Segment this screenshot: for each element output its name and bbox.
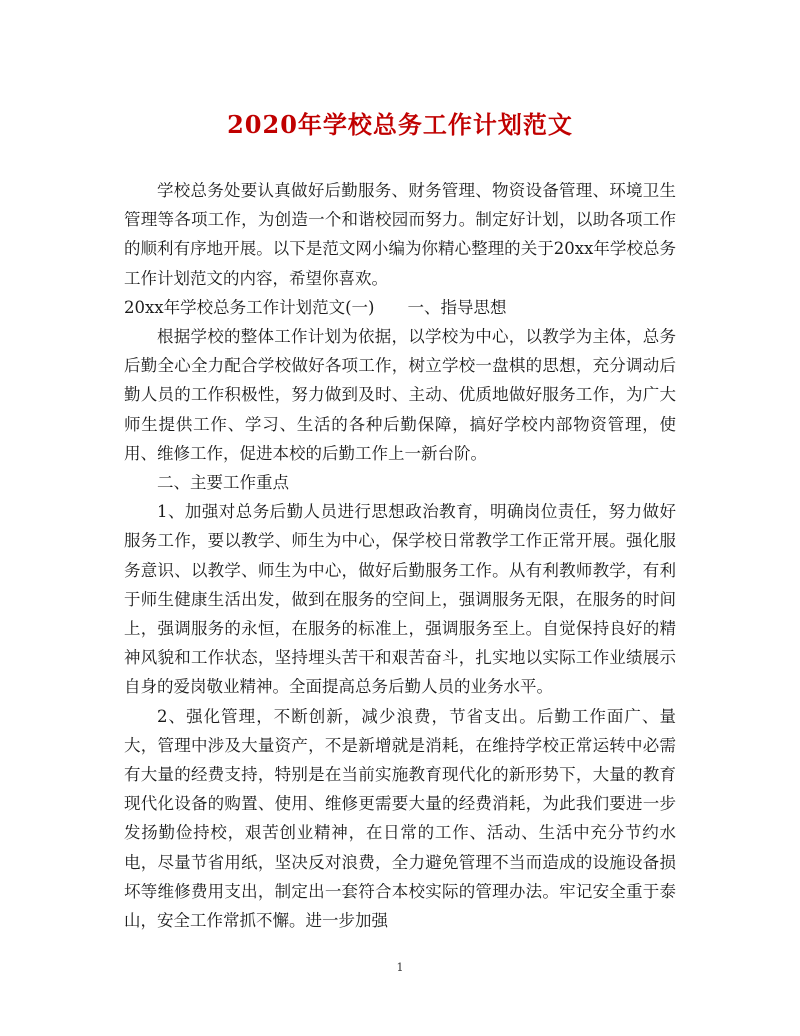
intro-paragraph: 学校总务处要认真做好后勤服务、财务管理、物资设备管理、环境卫生管理等各项工作，为创造一个和谐校园而努力。制定好计划，以助各项工作的顺利有序地开展。以下是范文网小编为你精心整理的关于20xx年学校总务工作计划范文的内容，希望你喜欢。 [124,181,676,288]
guiding-thought-paragraph: 根据学校的整体工作计划为依据，以学校为中心，以教学为主体，总务后勤全心全力配合学校做好各项工作，树立学校一盘棋的思想，充分调动后勤人员的工作积极性，努力做到及时、主动、优质地做好服务工作，为广大师生提供工作、学习、生活的各种后勤保障，搞好学校内部物资管理，使用、维修工作，促进本校的后勤工作上一新台阶。 [124,327,676,463]
section-heading-guiding-thought: 20xx年学校总务工作计划范文(一) 一、指导思想 [124,297,507,317]
page-number: 1 [396,961,404,974]
document-title: 2020年学校总务工作计划范文 [227,110,573,139]
key-task-2-paragraph: 2、强化管理，不断创新，减少浪费，节省支出。后勤工作面广、量大，管理中涉及大量资产，不是新增就是消耗，在维持学校正常运转中必需有大量的经费支持，特别是在当前实施教育现代化的新形势下，大量的教育现代化设备的购置、使用、维修更需要大量的经费消耗，为此我们要进一步发扬勤俭持校，艰苦创业精神，在日常的工作、活动、生活中充分节约水电，尽量节省用纸，坚决反对浪费，全力避免管理不当而造成的设施设备损坏等维修费用支出，制定出一套符合本校实际的管理办法。牢记安全重于泰山，安全工作常抓不懈。进一步加强 [124,706,676,931]
document-body [124,176,676,935]
key-task-1-paragraph: 1、加强对总务后勤人员进行思想政治教育，明确岗位责任，努力做好服务工作，要以教学、师生为中心，保学校日常教学工作正常开展。强化服务意识、以教学、师生为中心，做好后勤服务工作。从有利教师教学，有利于师生健康生活出发，做到在服务的空间上，强调服务无限，在服务的时间上，强调服务的永恒，在服务的标准上，强调服务至上。自觉保持良好的精神风貌和工作状态，坚持埋头苦干和艰苦奋斗，扎实地以实际工作业绩展示自身的爱岗敬业精神。全面提高总务后勤人员的业务水平。 [124,502,676,697]
section-heading-key-tasks: 二、主要工作重点 [157,473,289,493]
